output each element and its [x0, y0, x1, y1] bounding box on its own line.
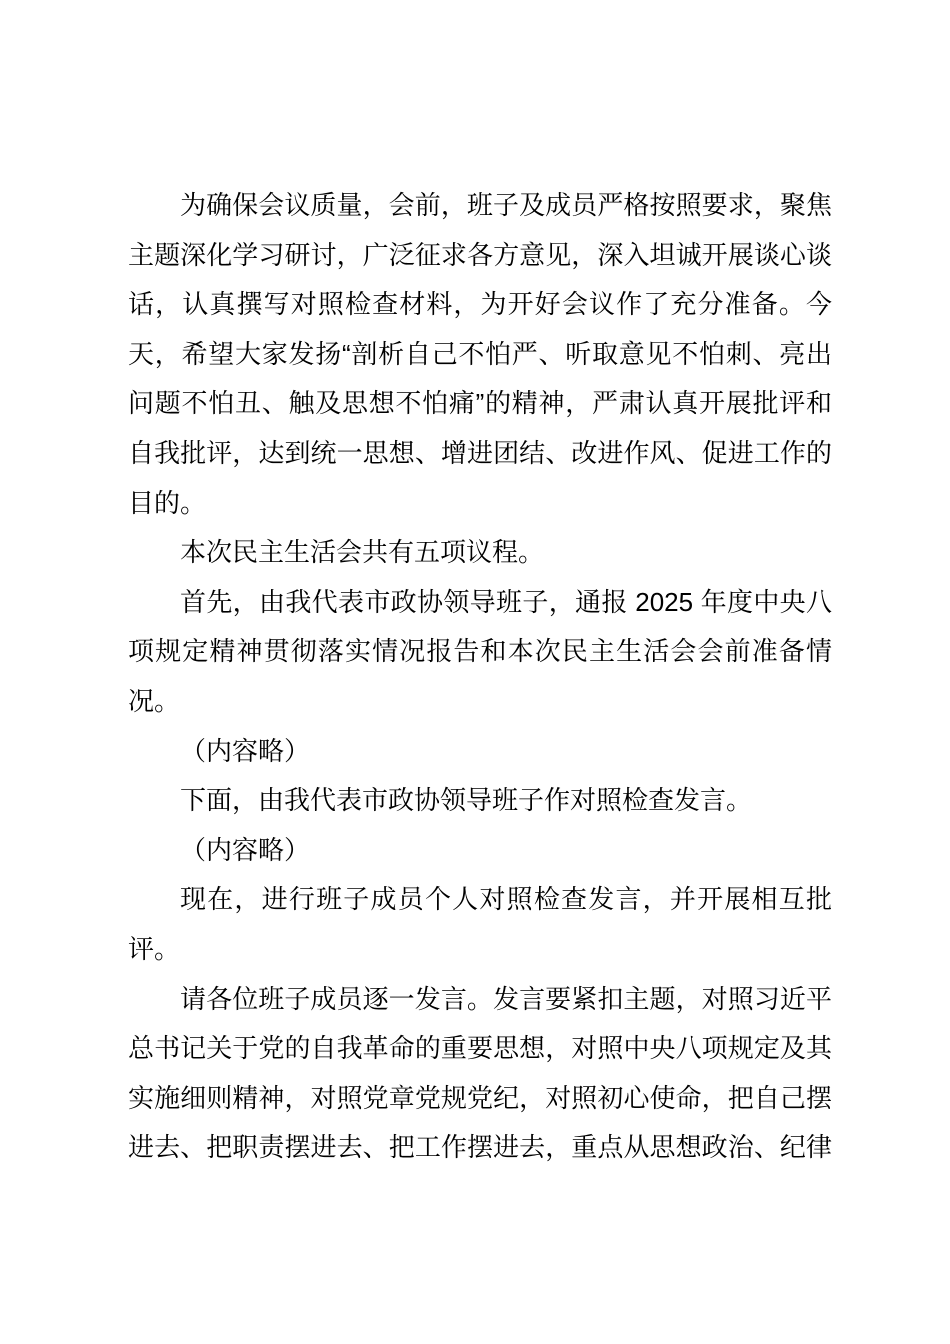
- text-line: 总书记关于党的自我革命的重要思想，对照中央八项规定及其: [128, 1033, 832, 1064]
- text-line: 本次民主生活会共有五项议程。: [180, 537, 545, 568]
- text-line: 进去、把职责摆进去、把工作摆进去，重点从思想政治、纪律: [128, 1132, 832, 1163]
- text-line: 首先，由我代表市政协领导班子，通报 2025 年度中央八: [180, 586, 832, 617]
- text-line: 实施细则精神，对照党章党规党纪，对照初心使命，把自己摆: [128, 1082, 832, 1113]
- text-line: 为确保会议质量，会前，班子及成员严格按照要求，聚焦: [180, 190, 832, 220]
- text-line: （内容略）: [180, 834, 311, 865]
- text-line: 项规定精神贯彻落实情况报告和本次民主生活会会前准备情: [128, 636, 832, 667]
- text-line: 主题深化学习研讨，广泛征求各方意见，深入坦诚开展谈心谈: [128, 239, 832, 270]
- text-line: 自我批评，达到统一思想、增进团结、改进作风、促进工作的: [128, 437, 832, 468]
- text-line: 话，认真撰写对照检查材料，为开好会议作了充分准备。今: [128, 289, 832, 320]
- text-line: （内容略）: [180, 735, 311, 766]
- text-line: 现在，进行班子成员个人对照检查发言，并开展相互批: [180, 884, 832, 915]
- text-line: 问题不怕丑、触及思想不怕痛”的精神，严肃认真开展批评和: [128, 388, 832, 419]
- text-line: 目的。: [128, 487, 207, 518]
- text-line: 天，希望大家发扬“剖析自己不怕严、听取意见不怕刺、亮出: [128, 338, 832, 369]
- text-line: 请各位班子成员逐一发言。发言要紧扣主题，对照习近平: [180, 983, 832, 1014]
- document-body: [128, 181, 832, 1173]
- text-line: 评。: [128, 933, 181, 964]
- text-line: 下面，由我代表市政协领导班子作对照检查发言。: [180, 785, 753, 816]
- text-line: 况。: [128, 685, 181, 716]
